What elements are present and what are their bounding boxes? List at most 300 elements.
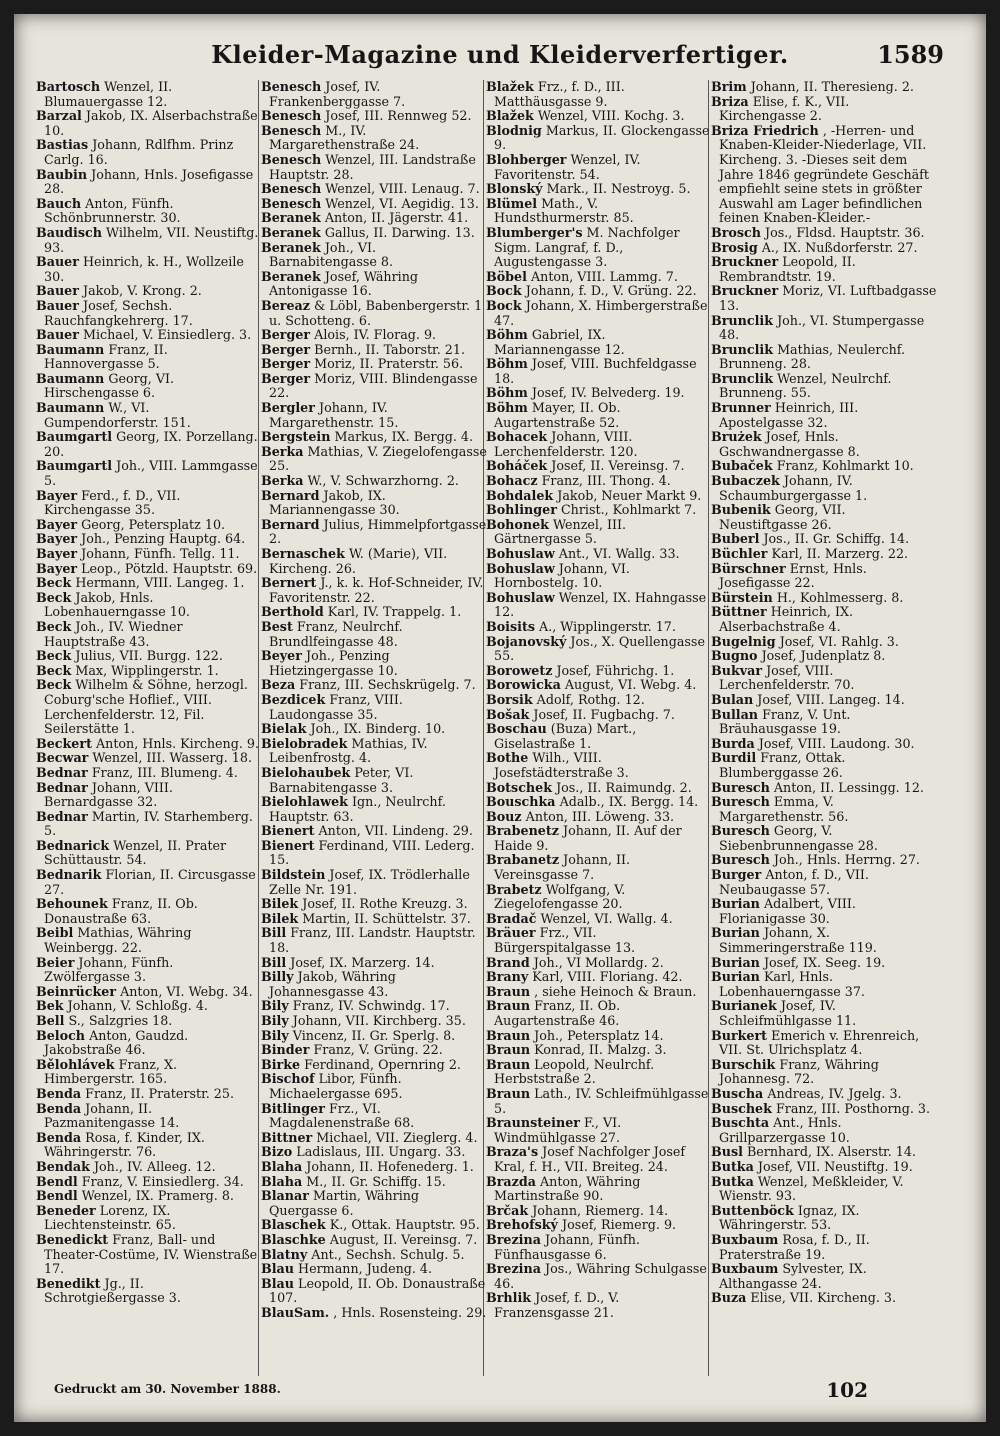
directory-entry — [261, 1102, 487, 1131]
entry-name: Buresch — [711, 852, 770, 868]
directory-entry — [261, 1277, 487, 1306]
entry-details: Georg, Petersplatz 10. — [81, 516, 226, 532]
directory-entry — [36, 197, 262, 226]
directory-entry — [711, 1291, 937, 1306]
entry-details: Wolfgang, V. Ziegelofengasse 20. — [494, 881, 626, 912]
directory-column-2 — [261, 80, 487, 1376]
entry-details: Wenzel, III. Landstraße Hauptstr. 28. — [269, 151, 476, 182]
entry-details: Alois, IV. Florag. 9. — [314, 327, 437, 343]
entry-name: Büttner — [711, 604, 767, 620]
entry-name: Böhm — [486, 400, 528, 416]
entry-name: Blatny — [261, 1246, 308, 1262]
entry-details: Johann, Fünfh. Tellg. 11. — [81, 546, 240, 561]
entry-name: Böbel — [486, 268, 527, 284]
entry-details: M., IV. Margarethenstraße 24. — [269, 122, 420, 153]
entry-details: H., Kohlmesserg. 8. — [776, 589, 904, 605]
directory-entry — [486, 678, 712, 693]
directory-entry — [486, 547, 712, 562]
directory-entry — [261, 109, 487, 124]
entry-details: Martin, Währing Quergasse 6. — [269, 1188, 420, 1218]
directory-entry — [261, 226, 487, 241]
directory-entry — [261, 970, 487, 999]
directory-entry — [261, 80, 487, 109]
entry-details: Frz., VII. Bürgerspitalgasse 13. — [494, 925, 636, 956]
entry-details: Georg, IX. Porzellang. 20. — [44, 429, 258, 459]
directory-entry — [261, 897, 487, 912]
directory-entry — [261, 1043, 487, 1058]
entry-name: Beranek — [261, 210, 321, 226]
directory-entry — [711, 124, 937, 226]
entry-details: Emma, V. Margarethenstr. 56. — [719, 794, 849, 824]
entry-details: F., VI. Windmühlgasse 27. — [494, 1115, 622, 1145]
directory-entry — [261, 1175, 487, 1190]
entry-name: Buresch — [711, 779, 770, 795]
entry-details: Hermann, Judeng. 4. — [298, 1261, 433, 1277]
entry-details: Franz, Ottak. Blumberggasse 26. — [719, 750, 846, 780]
directory-entry — [486, 270, 712, 285]
entry-details: S., Salzgries 18. — [68, 1013, 173, 1028]
entry-details: Martin, IV. Starhemberg. 5. — [44, 808, 253, 839]
entry-details: Mathias, V. Ziegelofengasse 25. — [269, 443, 487, 474]
entry-details: Wenzel, VI. Wallg. 4. — [540, 910, 673, 926]
entry-details: Franz, Währing Johannesg. 72. — [719, 1056, 879, 1087]
entry-name: Beza — [261, 677, 296, 693]
entry-name: Bienert — [261, 837, 315, 853]
directory-entry — [486, 503, 712, 518]
entry-name: Buttenböck — [711, 1202, 794, 1218]
directory-entry — [486, 1262, 712, 1291]
directory-entry — [486, 635, 712, 664]
entry-name: Blažek — [486, 108, 534, 124]
directory-entry — [711, 1029, 937, 1058]
entry-details: Josef, IV. Belvederg. 19. — [531, 385, 685, 401]
directory-entry — [486, 284, 712, 299]
directory-entry — [36, 459, 262, 488]
entry-name: Bohuslaw — [486, 560, 555, 576]
directory-column-4 — [711, 80, 937, 1376]
entry-details: Gabriel, IX. Mariannengasse 12. — [494, 327, 625, 357]
entry-details: Moriz, II. Praterstr. 56. — [314, 356, 464, 372]
directory-entry — [261, 795, 487, 824]
entry-name: Benda — [36, 1100, 82, 1116]
entry-name: Benesch — [261, 122, 322, 138]
entry-details: Wenzel, II. Blumauergasse 12. — [44, 80, 173, 109]
entry-details: Frz., f. D., III. Matthäusgasse 9. — [494, 80, 625, 109]
entry-details: Franz, II. Praterstr. 25. — [85, 1085, 234, 1101]
entry-name: Bednarik — [36, 867, 102, 883]
entry-details: Ferdinand, Opernring 2. — [304, 1056, 461, 1072]
entry-details: Anton, VI. Webg. 34. — [120, 983, 253, 999]
entry-details: Josef, VIII. Langeg. 14. — [757, 691, 905, 707]
entry-name: Bothe — [486, 750, 529, 766]
directory-entry — [36, 1175, 262, 1190]
entry-details: Elise, VII. Kircheng. 3. — [750, 1290, 896, 1306]
directory-entry — [711, 532, 937, 547]
entry-details: Josef, II. Rothe Kreuzg. 3. — [302, 896, 468, 912]
entry-name: Bielohlawek — [261, 794, 348, 810]
entry-details: Wenzel, III. Wasserg. 18. — [92, 750, 252, 766]
entry-details: Anton, III. Löweng. 33. — [525, 808, 675, 824]
entry-details: Josef, Riemerg. 9. — [561, 1217, 677, 1233]
directory-entry — [486, 970, 712, 985]
entry-details: Wenzel, VI. Aegidig. 13. — [325, 195, 479, 211]
directory-entry — [261, 153, 487, 182]
entry-name: Burianek — [711, 998, 777, 1014]
entry-name: Böhm — [486, 385, 528, 401]
directory-entry — [711, 591, 937, 606]
entry-details: Heinrich, IX. Alserbachstraße 4. — [719, 604, 854, 634]
entry-details: K., Ottak. Hauptstr. 95. — [329, 1217, 480, 1233]
entry-name: Buschta — [711, 1115, 770, 1131]
directory-entry — [261, 1262, 487, 1277]
entry-details: Anton, Fünfh. Schönbrunnerstr. 30. — [44, 195, 181, 226]
entry-name: Bauer — [36, 254, 79, 270]
directory-entry — [486, 1218, 712, 1233]
entry-details: Wenzel, IX. Pramerg. 8. — [81, 1188, 234, 1204]
entry-details: Josef, II. Vereinsg. 7. — [551, 458, 685, 474]
directory-entry — [36, 1102, 262, 1131]
entry-name: Best — [261, 618, 293, 634]
entry-name: Brunclik — [711, 341, 774, 357]
entry-details: Rosa, f. D., II. Praterstraße 19. — [719, 1231, 870, 1262]
entry-details: Bernh., II. Taborstr. 21. — [314, 341, 465, 357]
entry-name: Böhm — [486, 356, 528, 372]
directory-entry — [486, 591, 712, 620]
entry-name: Brunclik — [711, 370, 774, 386]
directory-entry — [711, 95, 937, 124]
entry-details: Franz, III. Landstr. Hauptstr. 18. — [269, 925, 476, 956]
entry-name: Blaschek — [261, 1217, 326, 1233]
entry-details: Josef, Währing Antonigasse 16. — [269, 268, 418, 299]
entry-details: Moriz, VI. Luftbadgasse 13. — [719, 283, 937, 313]
directory-entry — [261, 357, 487, 372]
entry-name: Bartosch — [36, 80, 101, 94]
entry-details: Johann, X. Simmeringerstraße 119. — [719, 925, 877, 956]
entry-name: Billy — [261, 969, 294, 985]
directory-entry — [486, 985, 712, 1000]
entry-name: Beck — [36, 618, 72, 634]
entry-name: Bohacek — [486, 429, 548, 445]
entry-name: Bendak — [36, 1158, 90, 1174]
entry-name: Blaschke — [261, 1231, 326, 1247]
entry-details: Josef Nachfolger Josef Kral, f. H., VII. Breiteg. 24. — [494, 1144, 686, 1174]
entry-details: Josef, Sechsh. Rauchfangkehrerg. 17. — [44, 297, 193, 328]
entry-name: Beloch — [36, 1027, 86, 1043]
directory-entry — [711, 372, 937, 401]
directory-entry — [486, 328, 712, 357]
entry-details: Joh., Hnls. Herrng. 27. — [773, 852, 920, 868]
entry-details: , siehe Heinoch & Braun. — [534, 983, 697, 999]
entry-details: Anton, VIII. Lammg. 7. — [531, 268, 678, 284]
entry-details: Jakob, Neuer Markt 9. — [557, 487, 702, 503]
entry-name: Bilek — [261, 910, 299, 926]
directory-entry — [36, 839, 262, 868]
entry-name: Bürschner — [711, 560, 786, 576]
entry-name: Bill — [261, 925, 287, 941]
directory-entry — [486, 459, 712, 474]
entry-details: Johann, VI. Hornbostelg. 10. — [494, 560, 630, 591]
directory-entry — [36, 168, 262, 197]
entry-name: Bauer — [36, 327, 79, 343]
directory-entry — [36, 562, 262, 577]
entry-details: Mathias, IV. Leibenfrostg. 4. — [269, 735, 428, 766]
entry-name: Benesch — [261, 80, 322, 94]
entry-name: Borsik — [486, 691, 533, 707]
entry-details: Leopold, Neulrchf. Herbststraße 2. — [494, 1056, 655, 1087]
entry-details: Anton, Gaudzd. Jakobstraße 46. — [44, 1027, 189, 1058]
entry-name: Blümel — [486, 195, 538, 211]
entry-name: Brezina — [486, 1261, 541, 1277]
entry-details: Florian, II. Circusgasse 27. — [44, 867, 256, 897]
entry-details: Wenzel, VIII. Kochg. 3. — [537, 108, 685, 124]
entry-name: Bubenik — [711, 502, 771, 518]
directory-entry — [711, 868, 937, 897]
entry-details: , Hnls. Rosensteing. 29. — [333, 1304, 487, 1320]
entry-name: Braun — [486, 1085, 531, 1101]
entry-details: Mark., II. Nestroyg. 5. — [546, 181, 691, 197]
entry-name: Beck — [36, 648, 72, 664]
entry-name: Brabetz — [486, 881, 542, 897]
entry-name: Beneder — [36, 1202, 96, 1218]
entry-name: Berger — [261, 370, 311, 386]
directory-entry — [36, 1233, 262, 1277]
directory-entry — [486, 664, 712, 679]
entry-name: Beyer — [261, 648, 302, 664]
directory-entry — [36, 1160, 262, 1175]
entry-details: A., Wipplingerstr. 17. — [539, 618, 676, 634]
entry-name: Benda — [36, 1085, 82, 1101]
entry-name: Buxbaum — [711, 1231, 779, 1247]
entry-name: Brosch — [711, 224, 761, 240]
entry-details: Jg., II. Schrotgießergasse 3. — [44, 1275, 181, 1306]
directory-entry — [36, 1131, 262, 1160]
directory-entry — [711, 824, 937, 853]
entry-details: Johann, IV. Schaumburgergasse 1. — [719, 473, 868, 503]
directory-entry — [261, 211, 487, 226]
entry-details: (Buza) Mart., Giselastraße 1. — [494, 721, 637, 751]
entry-name: Bischof — [261, 1071, 315, 1087]
entry-details: Josef, Hnls. Gschwandnergasse 8. — [719, 429, 860, 459]
entry-name: Beck — [36, 575, 72, 591]
entry-name: Bauch — [36, 195, 82, 211]
directory-entry — [486, 197, 712, 226]
directory-entry — [36, 518, 262, 533]
entry-details: Joh., VI. Barnabitengasse 8. — [269, 239, 394, 270]
entry-name: Blonský — [486, 181, 543, 197]
entry-name: Braun — [486, 998, 531, 1014]
entry-name: Bernard — [261, 516, 320, 532]
entry-details: Joh., VI Mollardg. 2. — [533, 954, 664, 970]
directory-entry — [261, 576, 487, 605]
directory-entry — [36, 591, 262, 620]
directory-entry — [36, 109, 262, 138]
directory-entry — [486, 751, 712, 780]
entry-name: Brim — [711, 80, 747, 94]
entry-name: Bienert — [261, 823, 315, 839]
entry-details: Mathias, Währing Weinbergg. 22. — [44, 925, 192, 956]
entry-name: Bauer — [36, 297, 79, 313]
entry-name: Bruckner — [711, 283, 779, 299]
entry-details: Josef, IX. Marzerg. 14. — [290, 954, 435, 970]
entry-name: Binder — [261, 1042, 310, 1058]
entry-details: Josef, VIII. Buchfeldgasse 18. — [494, 356, 697, 386]
entry-name: Barzal — [36, 108, 82, 124]
entry-name: Braza's — [486, 1144, 539, 1160]
entry-details: Andreas, IV. Jgelg. 3. — [767, 1085, 902, 1101]
entry-details: Josef, f. D., V. Franzensgasse 21. — [494, 1290, 620, 1320]
entry-details: Franz, II. Ob. Donaustraße 63. — [44, 896, 198, 926]
entry-details: August, II. Vereinsg. 7. — [329, 1231, 478, 1247]
entry-name: Bošak — [486, 706, 530, 722]
entry-details: W., V. Schwarzhorng. 2. — [307, 473, 459, 489]
entry-name: Bergstein — [261, 429, 331, 445]
directory-entry — [261, 868, 487, 897]
entry-details: Wilh., VIII. Josefstädterstraße 3. — [494, 750, 629, 780]
entry-name: Bugelnig — [711, 633, 776, 649]
entry-details: Joh., IV. Wiedner Hauptstraße 43. — [44, 618, 183, 649]
directory-entry — [486, 824, 712, 853]
entry-details: Konrad, II. Malzg. 3. — [534, 1042, 667, 1058]
entry-name: Benedickt — [36, 1231, 109, 1247]
entry-name: Bastias — [36, 137, 89, 153]
directory-entry — [486, 1087, 712, 1116]
entry-name: Borowicka — [486, 677, 561, 693]
entry-details: Karl, II. Marzerg. 22. — [771, 546, 909, 561]
entry-details: Adolf, Rothg. 12. — [536, 691, 645, 707]
entry-name: Bendl — [36, 1173, 78, 1189]
entry-name: Bulan — [711, 691, 754, 707]
entry-name: Briza Friedrich — [711, 122, 819, 138]
entry-details: Georg, VI. Hirschengasse 6. — [44, 370, 175, 401]
entry-name: Baudisch — [36, 224, 102, 240]
directory-entry — [261, 372, 487, 401]
entry-details: Bernhard, IX. Alserstr. 14. — [746, 1144, 916, 1160]
directory-entry — [486, 722, 712, 751]
directory-entry — [711, 474, 937, 503]
directory-entry — [261, 912, 487, 927]
entry-name: Baumgartl — [36, 458, 113, 474]
entry-name: Bayer — [36, 560, 78, 576]
entry-details: Joh., Penzing Hauptg. 64. — [81, 531, 246, 547]
directory-entry — [486, 853, 712, 882]
entry-details: Josef, III. Rennweg 52. — [325, 108, 472, 124]
directory-entry — [261, 489, 487, 518]
entry-details: Elise, f. K., VII. Kirchengasse 2. — [719, 93, 850, 124]
entry-name: Blaha — [261, 1173, 303, 1189]
directory-entry — [486, 1291, 712, 1320]
entry-name: Bugno — [711, 648, 758, 664]
entry-details: Johann, Fünfh. Zwölfergasse 3. — [44, 954, 174, 985]
entry-name: Briza — [711, 93, 749, 109]
directory-column-3 — [486, 80, 712, 1376]
directory-entry — [261, 1248, 487, 1263]
entry-details: Franz, Ball- und Theater-Costüme, IV. Wienstraße 17. — [44, 1231, 258, 1277]
entry-details: Heinrich, k. H., Wollzeile 30. — [44, 254, 244, 284]
entry-name: Burian — [711, 896, 760, 912]
directory-entry — [711, 708, 937, 737]
directory-entry — [261, 737, 487, 766]
directory-entry — [711, 241, 937, 256]
entry-details: Johann, Rdlfhm. Prinz Carlg. 16. — [44, 137, 234, 167]
entry-details: Johann, Hnls. Josefigasse 28. — [44, 166, 254, 197]
entry-name: Brazda — [486, 1173, 536, 1189]
directory-entry — [711, 401, 937, 430]
entry-name: Bayer — [36, 546, 78, 561]
entry-details: Wenzel, III. Gärtnergasse 5. — [494, 516, 627, 547]
directory-entry — [36, 649, 262, 664]
entry-details: Josef, Judenplatz 8. — [761, 648, 886, 664]
directory-entry — [261, 197, 487, 212]
directory-entry — [711, 1116, 937, 1145]
directory-entry — [711, 343, 937, 372]
directory-entry — [36, 897, 262, 926]
directory-entry — [711, 1058, 937, 1087]
entry-details: Jos., Währing Schulgasse 46. — [494, 1261, 707, 1291]
directory-entry — [36, 576, 262, 591]
entry-name: Burdil — [711, 750, 757, 766]
entry-details: Johann, IV. Margarethenstr. 15. — [269, 400, 399, 430]
directory-entry — [36, 1058, 262, 1087]
entry-name: Buscha — [711, 1085, 764, 1101]
entry-name: Bielohaubek — [261, 764, 351, 780]
directory-entry — [486, 781, 712, 796]
directory-entry — [261, 241, 487, 270]
entry-name: Bezdicek — [261, 691, 326, 707]
directory-entry — [36, 80, 262, 109]
entry-name: Benesch — [261, 181, 322, 197]
directory-entry — [36, 299, 262, 328]
entry-name: Bell — [36, 1013, 65, 1028]
entry-name: Busl — [711, 1144, 743, 1160]
entry-name: Bednarick — [36, 837, 110, 853]
directory-entry — [711, 737, 937, 752]
directory-entry — [36, 781, 262, 810]
entry-name: Burian — [711, 925, 760, 941]
directory-entry — [261, 824, 487, 839]
directory-entry — [261, 343, 487, 358]
directory-entry — [261, 956, 487, 971]
entry-details: Michael, VII. Zieglerg. 4. — [316, 1129, 478, 1145]
entry-details: Wilhelm & Söhne, herzogl. Coburg'sche Hoflief., VIII. Lerchenfelderstr. 12, Fil. Seilerstätte 1. — [44, 677, 248, 737]
entry-details: Ernst, Hnls. Josefigasse 22. — [719, 560, 867, 591]
entry-name: Blodnig — [486, 122, 542, 138]
entry-name: Benesch — [261, 108, 322, 124]
entry-name: Braunsteiner — [486, 1115, 580, 1131]
entry-name: Bilek — [261, 896, 299, 912]
entry-name: Bock — [486, 297, 522, 313]
entry-details: Christ., Kohlmarkt 7. — [560, 502, 697, 518]
entry-details: Jakob, Hnls. Lobenhauerngasse 10. — [44, 589, 190, 620]
entry-details: Frz., VI. Magdalenenstraße 68. — [269, 1100, 415, 1131]
entry-details: A., IX. Nußdorferstr. 27. — [761, 239, 918, 255]
entry-details: Lorenz, IX. Liechtensteinstr. 65. — [44, 1202, 176, 1233]
directory-entry — [486, 80, 712, 109]
entry-name: Bek — [36, 998, 64, 1014]
entry-details: Josef, IX. Trödlerhalle Zelle Nr. 191. — [269, 867, 470, 897]
directory-entry — [711, 693, 937, 708]
entry-details: Peter, VI. Barnabitengasse 3. — [269, 764, 414, 795]
directory-entry — [36, 532, 262, 547]
directory-entry — [36, 1277, 262, 1306]
entry-details: Josef, IX. Seeg. 19. — [763, 954, 886, 970]
entry-name: Baubin — [36, 166, 88, 182]
entry-details: Jakob, Währing Johannesgasse 43. — [269, 969, 396, 999]
directory-entry — [261, 299, 487, 328]
entry-details: Leopold, II. Rembrandtstr. 19. — [719, 254, 856, 284]
entry-name: Bouz — [486, 808, 522, 824]
entry-details: Wenzel, VIII. Lenaug. 7. — [325, 181, 480, 197]
entry-details: Ign., Neulrchf. Hauptstr. 63. — [269, 794, 446, 824]
